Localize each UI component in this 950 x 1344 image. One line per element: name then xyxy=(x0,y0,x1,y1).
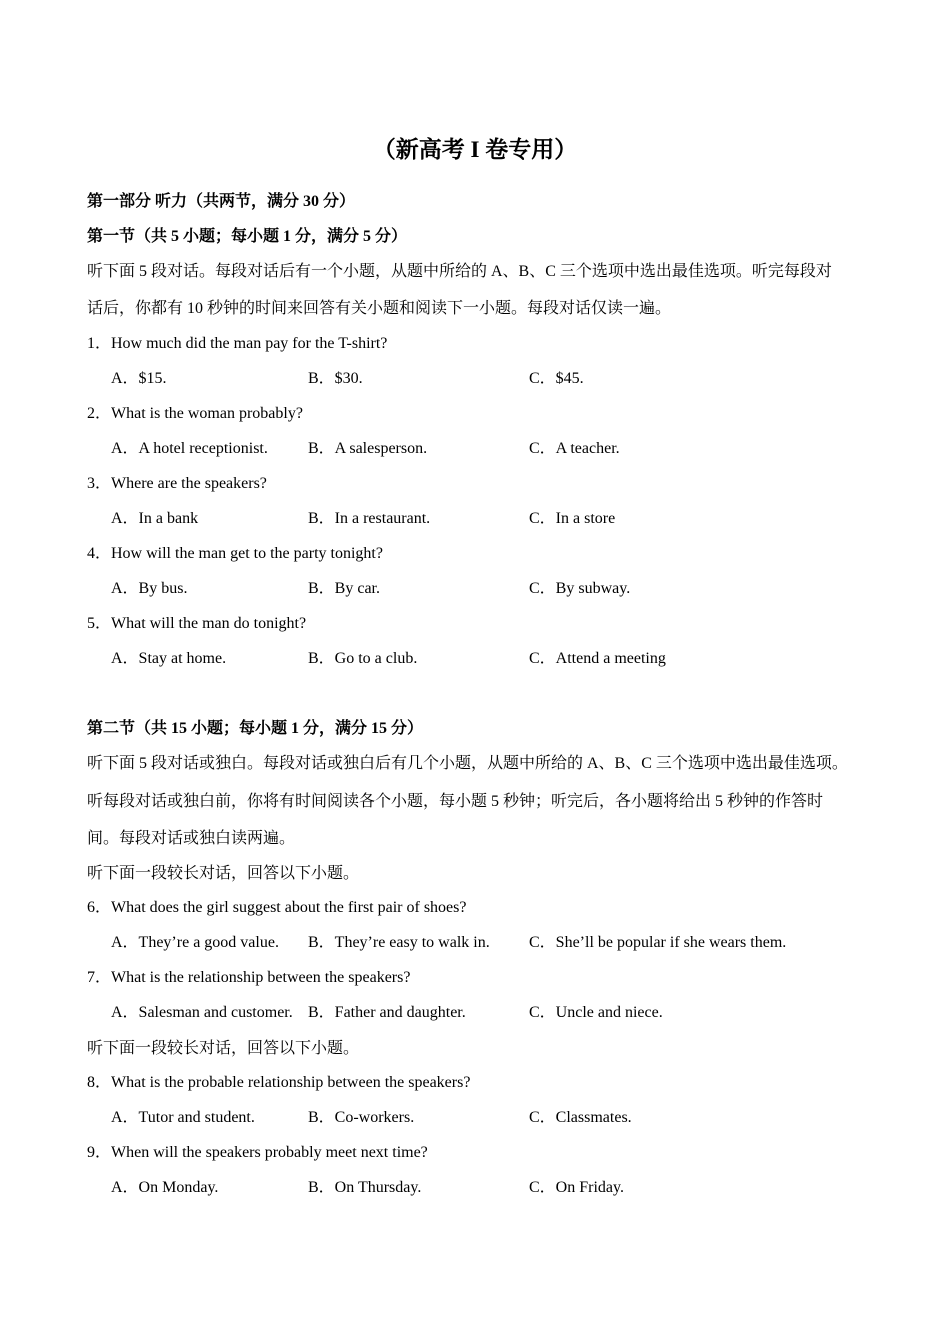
q7-option-b: B．Father and daughter. xyxy=(308,1004,466,1021)
section2-heading: 第二节（共 15 小题；每小题 1 分，满分 15 分） xyxy=(87,720,424,737)
q7-option-c: C．Uncle and niece. xyxy=(529,1004,663,1021)
question-6: 6．What does the girl suggest about the first pair of shoes? xyxy=(87,899,467,916)
q3-option-c: C．In a store xyxy=(529,510,616,527)
question-8: 8．What is the probable relationship between the speakers? xyxy=(87,1074,471,1091)
q4-option-a: A．By bus. xyxy=(111,580,188,597)
q1-option-a: A．$15. xyxy=(111,370,167,387)
question-9: 9．When will the speakers probably meet next time? xyxy=(87,1144,428,1161)
q9-option-a: A．On Monday. xyxy=(111,1179,219,1196)
question-3: 3．Where are the speakers? xyxy=(87,475,267,492)
q3-option-b: B．In a restaurant. xyxy=(308,510,431,527)
section1-heading: 第一节（共 5 小题；每小题 1 分，满分 5 分） xyxy=(87,228,408,245)
section1-instruction-line1: 听下面 5 段对话。每段对话后有一个小题，从题中所给的 A、B、C 三个选项中选出最佳选项。听完每段对 xyxy=(87,263,832,280)
q2-option-c: C．A teacher. xyxy=(529,440,620,457)
q8-option-c: C．Classmates. xyxy=(529,1109,632,1126)
page-title: （新高考 I 卷专用） xyxy=(372,137,578,162)
section2-instruction-line1: 听下面 5 段对话或独白。每段对话或独白后有几个小题，从题中所给的 A、B、C 三个选项中选出最佳选项。 xyxy=(87,755,848,772)
section2-instruction-line3: 间。每段对话或独白读两遍。 xyxy=(87,830,296,847)
question-4: 4．How will the man get to the party tonight? xyxy=(87,545,383,562)
q2-option-b: B．A salesperson. xyxy=(308,440,428,457)
q6-option-c: C．She’ll be popular if she wears them. xyxy=(529,934,787,951)
section2-lead-2: 听下面一段较长对话，回答以下小题。 xyxy=(87,1040,360,1057)
question-7: 7．What is the relationship between the speakers? xyxy=(87,969,411,986)
section2-lead-1: 听下面一段较长对话，回答以下小题。 xyxy=(87,865,360,882)
q9-option-b: B．On Thursday. xyxy=(308,1179,422,1196)
question-5: 5．What will the man do tonight? xyxy=(87,615,307,632)
q4-option-b: B．By car. xyxy=(308,580,380,597)
q5-option-c: C．Attend a meeting xyxy=(529,650,666,667)
q6-option-a: A．They’re a good value. xyxy=(111,934,279,951)
q6-option-b: B．They’re easy to walk in. xyxy=(308,934,490,951)
section1-instruction-line2: 话后，你都有 10 秒钟的时间来回答有关小题和阅读下一小题。每段对话仅读一遍。 xyxy=(87,300,672,317)
part1-heading: 第一部分 听力（共两节，满分 30 分） xyxy=(87,193,356,210)
q3-option-a: A．In a bank xyxy=(111,510,199,527)
q4-option-c: C．By subway. xyxy=(529,580,631,597)
q1-option-c: C．$45. xyxy=(529,370,584,387)
q1-option-b: B．$30. xyxy=(308,370,363,387)
question-2: 2．What is the woman probably? xyxy=(87,405,303,422)
question-1: 1．How much did the man pay for the T-shirt? xyxy=(87,335,388,352)
q5-option-a: A．Stay at home. xyxy=(111,650,227,667)
q9-option-c: C．On Friday. xyxy=(529,1179,624,1196)
section2-instruction-line2: 听每段对话或独白前，你将有时间阅读各个小题，每小题 5 秒钟；听完后，各小题将给出 5 秒钟的作答时 xyxy=(87,793,824,810)
q8-option-a: A．Tutor and student. xyxy=(111,1109,255,1126)
q7-option-a: A．Salesman and customer. xyxy=(111,1004,293,1021)
q5-option-b: B．Go to a club. xyxy=(308,650,418,667)
q8-option-b: B．Co-workers. xyxy=(308,1109,415,1126)
q2-option-a: A．A hotel receptionist. xyxy=(111,440,268,457)
